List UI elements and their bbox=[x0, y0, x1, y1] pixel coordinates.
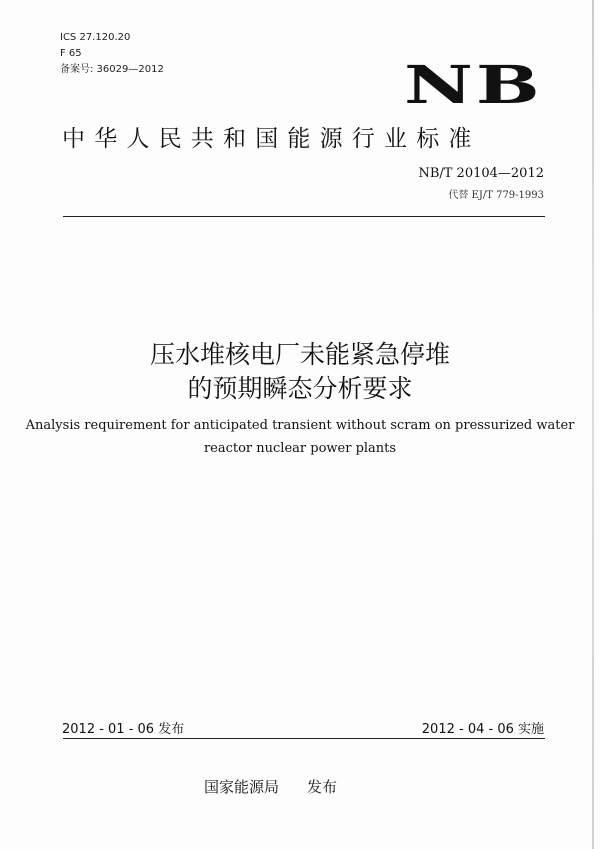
publisher-action: 发布 bbox=[307, 778, 338, 796]
ccs-code: F 65 bbox=[60, 48, 82, 59]
ics-code: ICS 27.120.20 bbox=[60, 32, 131, 43]
footer-divider bbox=[63, 738, 545, 739]
issuing-body-title: 中华人民共和国能源行业标准 bbox=[62, 126, 481, 152]
header-divider bbox=[63, 216, 545, 217]
publisher-org: 国家能源局 bbox=[204, 778, 280, 796]
issue-date: 2012 - 01 - 06 发布 bbox=[62, 722, 185, 737]
chinese-title-line-1: 压水堆核电厂未能紧急停堆 bbox=[149, 340, 450, 369]
record-number: 备案号: 36029—2012 bbox=[60, 64, 164, 75]
publisher-line bbox=[204, 776, 337, 797]
english-title-line-2: reactor nuclear power plants bbox=[203, 441, 397, 456]
chinese-title-line-2: 的预期瞬态分析要求 bbox=[187, 374, 413, 403]
standard-number: NB/T 20104—2012 bbox=[418, 166, 544, 181]
nb-logo: NB bbox=[404, 55, 543, 116]
classification-block bbox=[60, 30, 164, 78]
replaces-standard: 代替 EJ/T 779-1993 bbox=[448, 190, 544, 201]
english-title-line-1: Analysis requirement for anticipated transient without scram on pressurized water bbox=[25, 418, 575, 433]
implementation-date: 2012 - 04 - 06 实施 bbox=[421, 722, 544, 737]
